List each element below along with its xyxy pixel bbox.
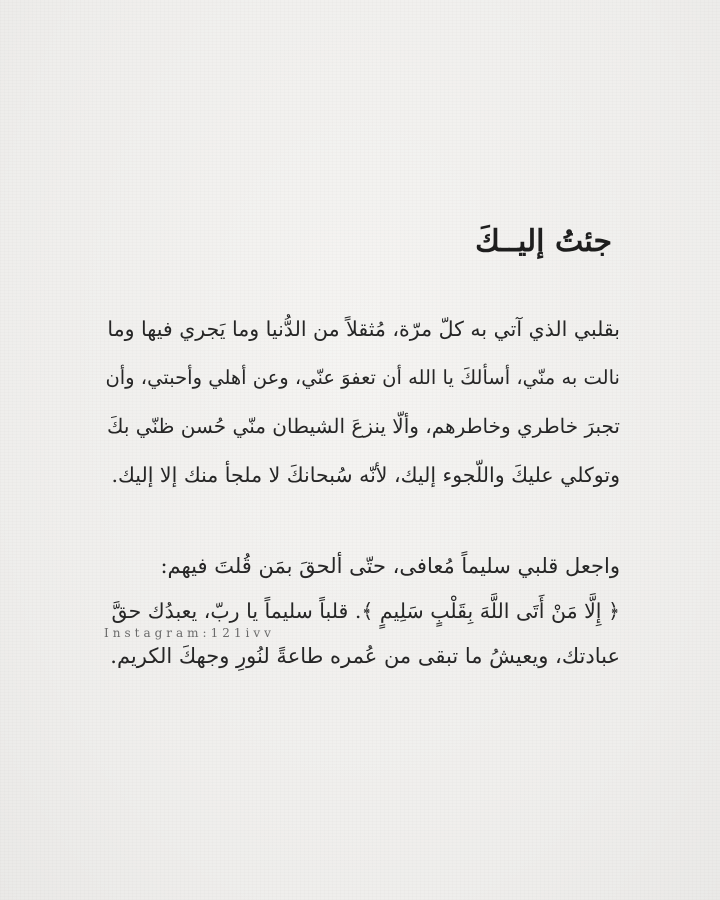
post-title: جئتُ إليــكَ: [475, 224, 612, 259]
paragraph-2-line-3: عبادتك، ويعيشُ ما تبقى من عُمره طاعةً لنُورِ وجهكَ الكريم.: [110, 644, 620, 668]
paragraph-1-line-4: وتوكلي عليكَ واللّجوء إليك، لأنّه سُبحانكَ لا ملجأ منك إلا إليك.: [111, 462, 620, 487]
instagram-watermark: Instagram:121ivv: [104, 626, 275, 640]
quote-open-bracket: ﴿: [607, 599, 620, 623]
paragraph-1: [100, 305, 620, 499]
quote-close-bracket: ﴾: [361, 599, 374, 623]
paragraph-2-line-2-rest: . قلباً سليماً يا ربّ، يعبدُك حقَّ: [111, 599, 362, 623]
paragraph-1-line-3: تجبرَ خاطري وخاطرهم، وألّا ينزعَ الشيطان منّي حُسن ظنّي بكَ: [106, 414, 620, 438]
quran-verse: إِلَّا مَنْ أَتَى اللَّهَ بِقَلْبٍ سَلِيمٍ: [379, 599, 602, 623]
paragraph-1-line-2: نالت به منّي، أسألكَ يا الله أن تعفوَ عنّي، وعن أهلي وأحبتي، وأن: [105, 365, 620, 389]
paragraph-2-line-1: واجعل قلبي سليماً مُعافى، حتّى ألحقَ بمَن قُلتَ فيهم:: [160, 554, 620, 578]
paragraph-2: [100, 544, 620, 679]
paragraph-1-line-1: بقلبي الذي آتي به كلّ مرّة، مُثقلاً من الدُّنيا وما يَجري فيها وما: [107, 317, 620, 341]
